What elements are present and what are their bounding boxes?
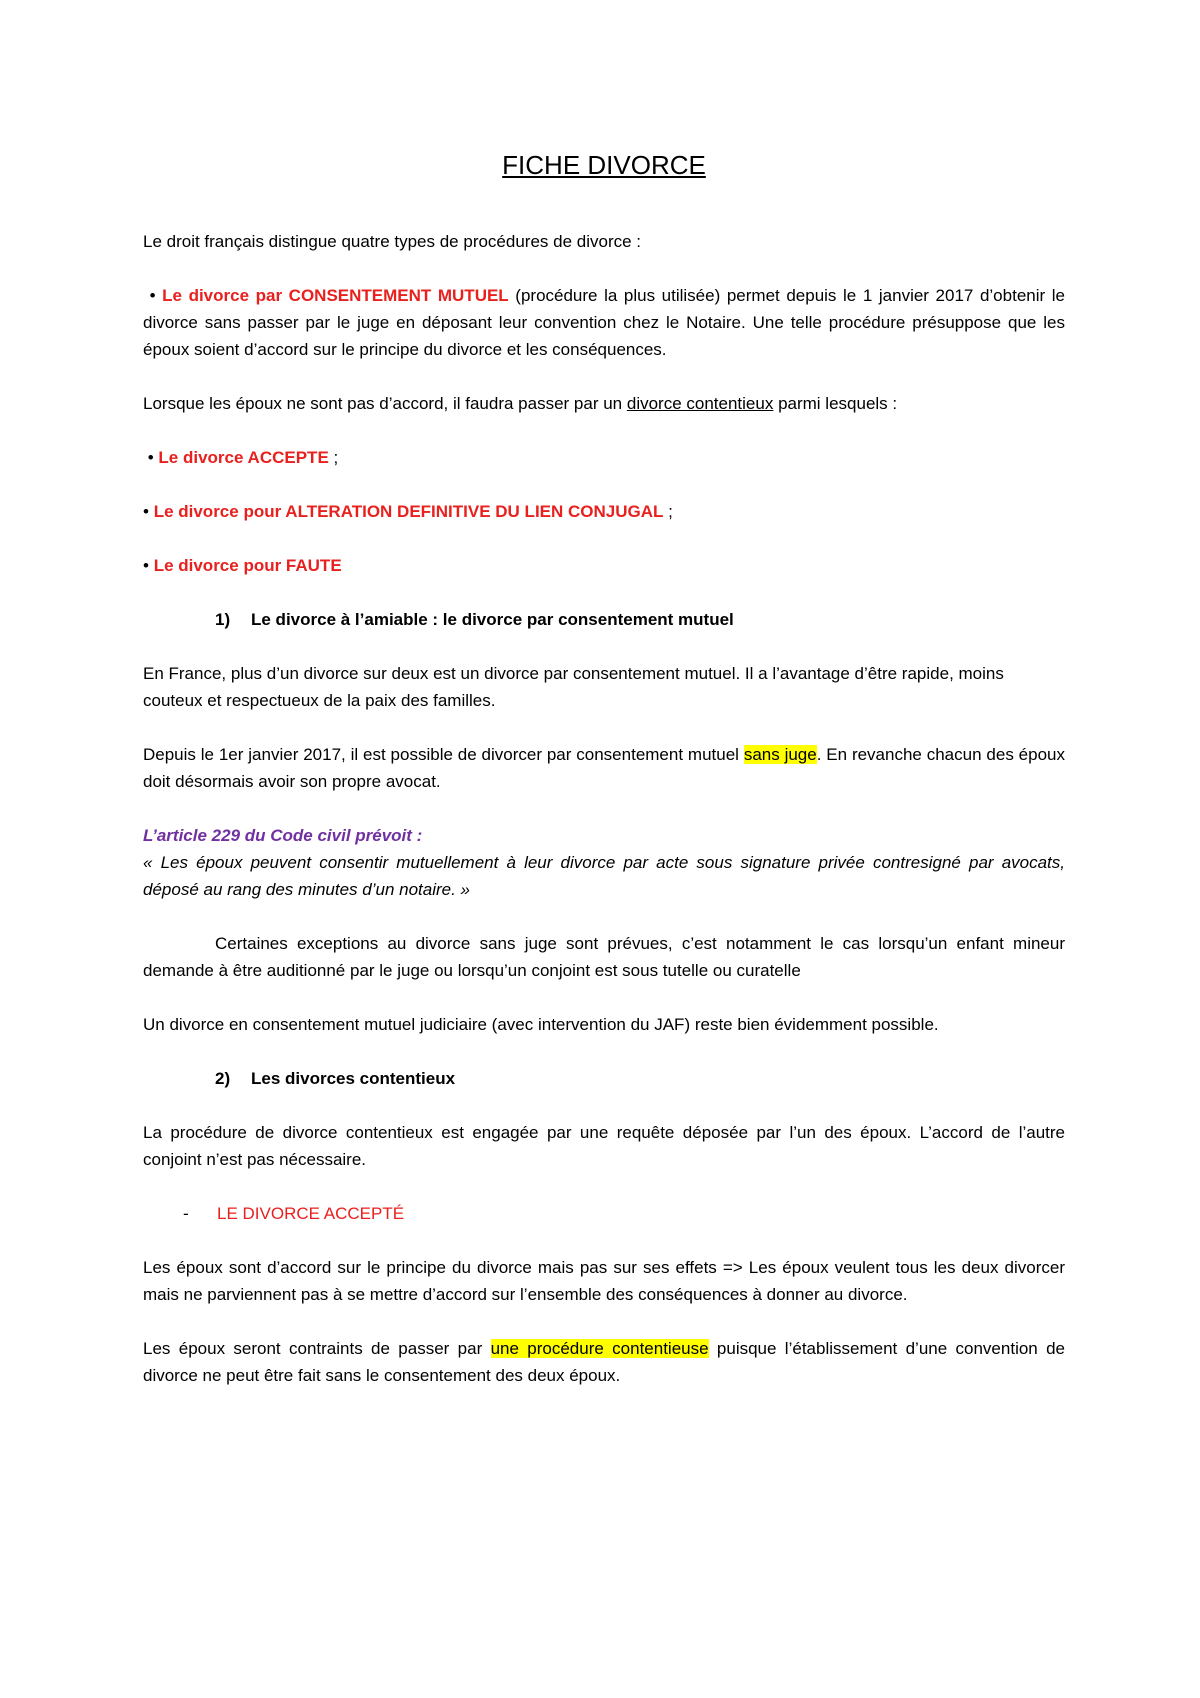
page-title: FICHE DIVORCE (502, 150, 706, 180)
bullet-label: Le divorce pour ALTERATION DEFINITIVE DU LIEN CONJUGAL (153, 502, 664, 521)
bullet-text: ; (663, 502, 673, 521)
dash-icon: - (183, 1204, 189, 1223)
bullet-accepte (143, 444, 1065, 471)
section-heading-text: Les divorces contentieux (251, 1069, 456, 1088)
section-number: 2) (215, 1069, 231, 1088)
contentieux-text-before: Lorsque les époux ne sont pas d’accord, il faudra passer par un (143, 394, 627, 413)
paragraph: Les époux sont d’accord sur le principe du divorce mais pas sur ses effets => Les époux veulent tous les deux divorcer mais ne parviennent pas à se mettre d’accord sur l’ensemble des conséquences à donner au divorce. (143, 1258, 1065, 1304)
paragraph: Certaines exceptions au divorce sans juge sont prévues, c’est notamment le cas lorsqu’un enfant mineur demande à être auditionné par le juge ou lorsqu’un conjoint est sous tutelle ou curatelle (143, 934, 1065, 980)
intro-paragraph: Le droit français distingue quatre types de procédures de divorce : (143, 232, 642, 251)
divorce-contentieux-term: divorce contentieux (626, 394, 774, 413)
paragraph-procedure-contentieuse (143, 1335, 1065, 1389)
section-number: 1) (215, 610, 231, 629)
bullet-consentement-mutuel (143, 282, 1065, 363)
sub-heading-divorce-accepte (143, 1200, 1065, 1227)
paragraph-text-before: Depuis le 1er janvier 2017, il est possible de divorcer par consentement mutuel (143, 745, 744, 764)
contentieux-paragraph (143, 390, 1065, 417)
paragraph: Un divorce en consentement mutuel judiciaire (avec intervention du JAF) reste bien évidemment possible. (143, 1015, 939, 1034)
paragraph: La procédure de divorce contentieux est engagée par une requête déposée par l’un des époux. L’accord de l’autre conjoint n’est pas nécessaire. (143, 1123, 1065, 1169)
bullet-icon: • (147, 448, 154, 467)
bullet-text: (procédure la plus utilisée) permet depuis le 1 janvier 2017 d’obtenir le divorce sans passer par le juge en déposant leur convention chez le Notaire. Une telle procédure présuppose que les époux soient d’accord sur le principe du divorce et les conséquences. (143, 286, 1065, 359)
contentieux-text-after: parmi lesquels : (773, 394, 898, 413)
bullet-icon: • (143, 556, 149, 575)
paragraph: En France, plus d’un divorce sur deux est un divorce par consentement mutuel. Il a l’avantage d’être rapide, moins couteux et respectueux de la paix des familles. (143, 664, 1004, 710)
paragraph-text-before: Les époux seront contraints de passer par (143, 1339, 491, 1358)
bullet-alteration (143, 498, 1065, 525)
bullet-text: ; (328, 448, 339, 467)
bullet-icon: • (149, 286, 156, 305)
sub-heading-text: LE DIVORCE ACCEPTÉ (217, 1204, 405, 1223)
section-heading-text: Le divorce à l’amiable : le divorce par consentement mutuel (251, 610, 734, 629)
paragraph-text-after: . En revanche chacun des époux doit désormais avoir son propre avocat. (143, 745, 1065, 791)
bullet-label: Le divorce par CONSENTEMENT MUTUEL (162, 286, 509, 305)
section-heading-2 (143, 1065, 1065, 1092)
paragraph-sans-juge (143, 741, 1065, 795)
section-heading-1 (143, 606, 1065, 633)
highlight-procedure-contentieuse: une procédure contentieuse (490, 1339, 709, 1358)
bullet-icon: • (143, 502, 149, 521)
article-title: L’article 229 du Code civil prévoit : (143, 826, 423, 845)
bullet-label: Le divorce pour FAUTE (153, 556, 342, 575)
bullet-faute (143, 552, 1065, 579)
document-body (143, 150, 1065, 1389)
article-quote: « Les époux peuvent consentir mutuellement à leur divorce par acte sous signature privée contresigné par avocats, déposé au rang des minutes d’un notaire. » (143, 853, 1065, 899)
bullet-label: Le divorce ACCEPTE (158, 448, 329, 467)
paragraph-text-after: puisque l’établissement d’une convention de divorce ne peut être fait sans le consentement des deux époux. (143, 1339, 1066, 1385)
highlight-sans-juge: sans juge (743, 745, 817, 764)
